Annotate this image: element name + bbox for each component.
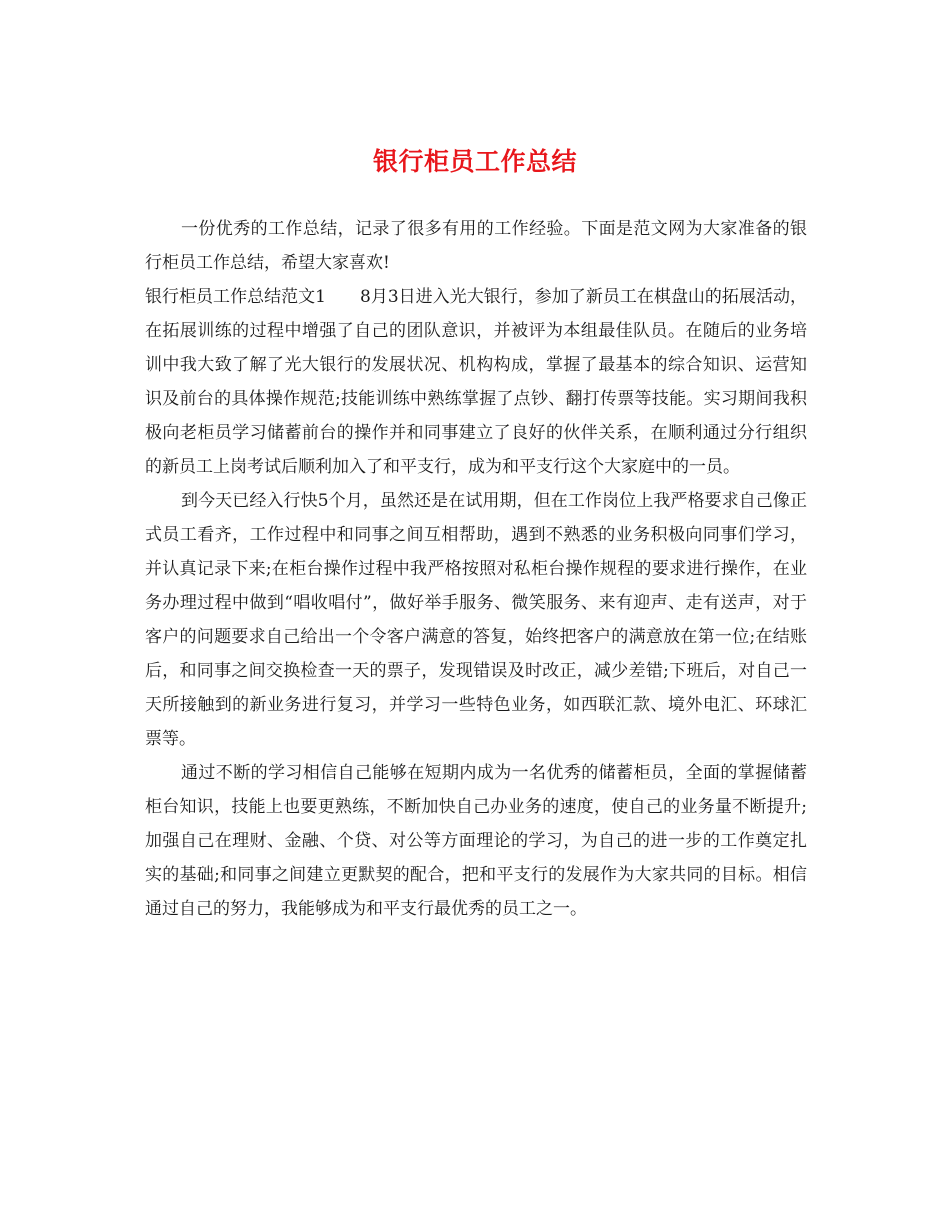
paragraph-work-practice: 到今天已经入行快5个月，虽然还是在试用期，但在工作岗位上我严格要求自己像正式员工看齐，工作过程中和同事之间互相帮助，遇到不熟悉的业务积极向同事们学习，并认真记录下来;在柜台操作过程中我严格按照对私柜台操作规程的要求进行操作，在业务办理过程中做到“唱收唱付”，做好举手服务、微笑服务、来有迎声、走有送声，对于客户的问题要求自己给出一个令客户满意的答复，始终把客户的满意放在第一位;在结账后，和同事之间交换检查一天的票子，发现错误及时改正，减少差错;下班后，对自己一天所接触到的新业务进行复习，并学习一些特色业务，如西联汇款、境外电汇、环球汇票等。 xyxy=(145,491,807,749)
paragraph-intro: 一份优秀的工作总结，记录了很多有用的工作经验。下面是范文网为大家准备的银行柜员工作总结，希望大家喜欢! xyxy=(145,219,807,273)
document-title: 银行柜员工作总结 xyxy=(372,147,577,176)
paragraph-sample-1: 银行柜员工作总结范文1 8月3日进入光大银行，参加了新员工在棋盘山的拓展活动，在拓展训练的过程中增强了自己的团队意识，并被评为本组最佳队员。在随后的业务培训中我大致了解了光大银行的发展状况、机构构成，掌握了最基本的综合知识、运营知识及前台的具体操作规范;技能训练中熟练掌握了点钞、翻打传票等技能。实习期间我积极向老柜员学习储蓄前台的操作并和同事建立了良好的伙伴关系，在顺利通过分行组织的新员工上岗考试后顺利加入了和平支行，成为和平支行这个大家庭中的一员。 xyxy=(145,287,807,477)
document-body xyxy=(145,212,807,926)
paragraph-future-goals: 通过不断的学习相信自己能够在短期内成为一名优秀的储蓄柜员，全面的掌握储蓄柜台知识，技能上也要更熟练，不断加快自己办业务的速度，使自己的业务量不断提升;加强自己在理财、金融、个贷、对公等方面理论的学习，为自己的进一步的工作奠定扎实的基础;和同事之间建立更默契的配合，把和平支行的发展作为大家共同的目标。相信通过自己的努力，我能够成为和平支行最优秀的员工之一。 xyxy=(145,763,807,919)
